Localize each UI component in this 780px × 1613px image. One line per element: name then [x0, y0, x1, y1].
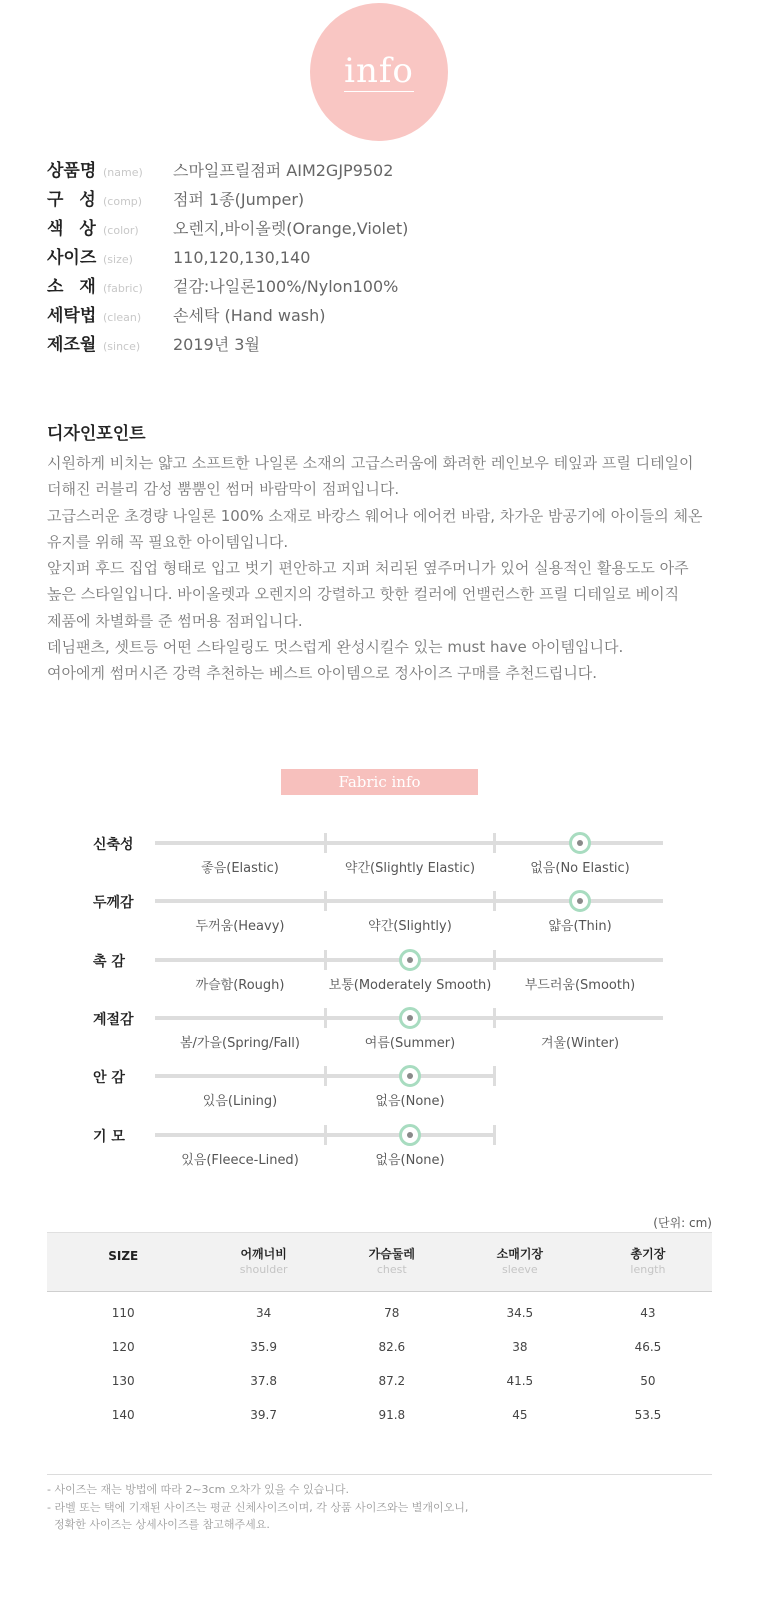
- spec-value: 겉감:나일론100%/Nylon100%: [173, 277, 399, 296]
- table-cell: 45: [512, 1408, 528, 1422]
- table-cell: 130: [111, 1374, 135, 1388]
- table-cell: 46.5: [634, 1340, 662, 1354]
- fabric-selected-dot: [399, 1124, 421, 1146]
- fabric-option: 없음(No Elastic): [530, 861, 630, 876]
- fabric-selected-dot: [399, 1065, 421, 1087]
- table-cell: 34.5: [506, 1306, 534, 1320]
- fabric-divider: [493, 891, 496, 911]
- spec-label-en: (since): [103, 340, 141, 353]
- spec-label: 세탁법: [47, 306, 97, 326]
- fabric-option: 얇음(Thin): [548, 919, 612, 935]
- fabric-option: 있음(Lining): [202, 1094, 278, 1110]
- spec-value: 110,120,130,140: [173, 248, 311, 267]
- fabric-selected-dot: [569, 832, 591, 854]
- header-label: 가슴둘레: [368, 1247, 415, 1261]
- table-row: [47, 1398, 712, 1432]
- fabric-selected-dot: [569, 890, 591, 912]
- fabric-divider: [493, 950, 496, 970]
- spec-value: 점퍼 1종(Jumper): [173, 190, 305, 209]
- table-cell: 50: [640, 1374, 656, 1388]
- table-cell: 110: [111, 1306, 135, 1320]
- fabric-label: 신축성: [93, 837, 134, 853]
- header-label: 총기장: [630, 1247, 666, 1261]
- design-text-line: 유지를 위해 꼭 필요한 아이템입니다.: [47, 532, 289, 551]
- spec-label: 소재: [47, 277, 112, 297]
- fabric-option: 겨울(Winter): [540, 1035, 620, 1051]
- design-text-line: 시원하게 비치는 얇고 소프트한 나일론 소재의 고급스러움에 화려한 레인보우 테잎과 프릴 디테일이: [47, 454, 694, 472]
- fabric-label: 두께감: [93, 895, 134, 912]
- spec-value: 손세탁 (Hand wash): [173, 306, 326, 325]
- spec-value: 2019년 3월: [173, 335, 260, 354]
- spec-label: 제조월: [47, 335, 97, 355]
- spec-label: 상품명: [47, 161, 97, 181]
- design-point-title: 디자인포인트: [47, 424, 146, 444]
- table-row: [47, 1364, 712, 1398]
- table-cell: 35.9: [250, 1340, 277, 1354]
- size-table-header: [47, 1233, 712, 1292]
- note-line: 정확한 사이즈는 상세사이즈를 참고해주세요.: [47, 1518, 270, 1531]
- fabric-label: 계절감: [93, 1011, 134, 1028]
- spec-label: 사이즈: [47, 248, 97, 268]
- fabric-option: 부드러움(Smooth): [524, 977, 636, 993]
- size-table-header-cell: [328, 1233, 456, 1292]
- table-cell: 38: [512, 1340, 528, 1354]
- fabric-option: 없음(None): [375, 1094, 445, 1110]
- fabric-divider: [324, 1066, 327, 1086]
- fabric-option: 약간(Slightly): [368, 919, 452, 935]
- table-cell: 120: [111, 1340, 135, 1354]
- fabric-divider: [493, 1008, 496, 1028]
- spec-label-en: (fabric): [103, 282, 143, 295]
- info-header-badge: [310, 3, 448, 141]
- spec-label: 구성: [47, 190, 112, 210]
- fabric-option: 없음(None): [375, 1152, 445, 1168]
- fabric-option: 두꺼움(Heavy): [195, 919, 285, 935]
- table-cell: 140: [111, 1408, 135, 1422]
- table-cell: 39.7: [250, 1408, 277, 1422]
- note-line: - 라벨 또는 택에 기재된 사이즈는 평균 신체사이즈이며, 각 상품 사이즈와는 별개이오니,: [47, 1500, 469, 1514]
- fabric-selected-dot: [399, 1007, 421, 1029]
- table-cell: 82.6: [378, 1340, 406, 1354]
- table-row: [47, 1292, 712, 1331]
- spec-label: 색상: [47, 219, 112, 239]
- design-text-line: 더해진 러블리 감성 뿜뿜인 썸머 바람막이 점퍼입니다.: [47, 480, 400, 499]
- design-text-line: 고급스러운 초경량 나일론 100% 소재로 바캉스 웨어나 에어컨 바람, 차가운 밤공기에 아이들의 체온: [47, 506, 703, 525]
- header-sublabel: length: [630, 1263, 666, 1276]
- size-notes: [47, 1481, 468, 1534]
- spec-row: [47, 301, 326, 327]
- table-cell: 91.8: [378, 1408, 406, 1422]
- fabric-label: 기 모: [93, 1128, 125, 1145]
- fabric-divider: [324, 1008, 327, 1028]
- fabric-option: 있음(Fleece-Lined): [181, 1152, 299, 1168]
- size-unit-label: (단위: cm): [653, 1216, 712, 1230]
- design-text-line: 앞지퍼 후드 집업 형태로 입고 벗기 편안하고 지퍼 처리된 옆주머니가 있어 실용적인 활용도도 아주: [47, 559, 689, 578]
- header-label: 소매기장: [496, 1247, 544, 1261]
- spec-label-en: (comp): [103, 195, 143, 208]
- spec-label-en: (color): [103, 224, 139, 237]
- fabric-divider: [493, 833, 496, 853]
- spec-value: 오렌지,바이올렛(Orange,Violet): [173, 219, 409, 238]
- fabric-option: 보통(Moderately Smooth): [328, 977, 492, 993]
- design-text-line: 데님팬츠, 셋트등 어떤 스타일링도 멋스럽게 완성시킬수 있는 must have 아이템입니다.: [47, 638, 624, 657]
- info-title: info: [344, 50, 414, 91]
- fabric-selected-dot: [399, 949, 421, 971]
- header-label: SIZE: [108, 1248, 139, 1263]
- table-cell: 37.8: [250, 1374, 277, 1388]
- table-cell: 78: [384, 1306, 400, 1320]
- header-label: 어깨너비: [240, 1247, 287, 1261]
- notes-divider: [47, 1474, 712, 1475]
- spec-row: [47, 272, 398, 298]
- note-line: - 사이즈는 재는 방법에 따라 2~3cm 오차가 있을 수 있습니다.: [47, 1483, 350, 1496]
- spec-row: [47, 185, 304, 211]
- size-table-header-cell: [199, 1233, 327, 1292]
- table-cell: 34: [256, 1306, 272, 1320]
- spec-value: 스마일프릴점퍼 AIM2GJP9502: [173, 161, 394, 180]
- size-table: [47, 1232, 712, 1432]
- spec-row: [47, 214, 408, 240]
- design-point-text: [47, 450, 747, 687]
- fabric-info-banner: Fabric info: [281, 769, 478, 795]
- size-table-header-cell: [456, 1233, 584, 1292]
- fabric-label: 안 감: [93, 1070, 125, 1087]
- fabric-divider: [493, 1125, 496, 1145]
- fabric-label: 촉 감: [93, 953, 125, 970]
- spec-label-en: (size): [103, 253, 133, 266]
- table-cell: 41.5: [506, 1374, 534, 1388]
- spec-label-en: (clean): [103, 311, 142, 324]
- spec-row: [47, 330, 260, 356]
- header-sublabel: sleeve: [502, 1263, 538, 1276]
- table-row: [47, 1330, 712, 1364]
- fabric-option: 좋음(Elastic): [201, 861, 279, 876]
- design-text-line: 여아에게 썸머시즌 강력 추천하는 베스트 아이템으로 정사이즈 구매를 추천드립니다.: [47, 664, 598, 683]
- spec-row: [47, 156, 393, 182]
- design-text-line: 높은 스타일입니다. 바이올렛과 오렌지의 강렬하고 핫한 컬러에 언밸런스한 프릴 디테일로 베이직: [47, 585, 680, 604]
- fabric-divider: [493, 1066, 496, 1086]
- spec-label-en: (name): [103, 166, 143, 179]
- fabric-divider: [324, 891, 327, 911]
- fabric-option: 까슬함(Rough): [195, 977, 285, 993]
- spec-row: [47, 243, 310, 269]
- design-text-line: 제품에 차별화를 준 썸머용 점퍼입니다.: [47, 611, 303, 630]
- fabric-option: 봄/가을(Spring/Fall): [179, 1035, 300, 1051]
- size-table-header-cell: [584, 1233, 712, 1292]
- header-sublabel: chest: [376, 1263, 407, 1276]
- fabric-divider: [324, 1125, 327, 1145]
- table-cell: 53.5: [634, 1408, 662, 1422]
- fabric-divider: [324, 833, 327, 853]
- header-sublabel: shoulder: [239, 1263, 288, 1276]
- size-table-header-cell: [47, 1233, 199, 1292]
- fabric-option: 약간(Slightly Elastic): [344, 861, 476, 876]
- table-cell: 43: [640, 1306, 656, 1320]
- fabric-option: 여름(Summer): [364, 1035, 456, 1051]
- table-cell: 87.2: [378, 1374, 406, 1388]
- fabric-divider: [324, 950, 327, 970]
